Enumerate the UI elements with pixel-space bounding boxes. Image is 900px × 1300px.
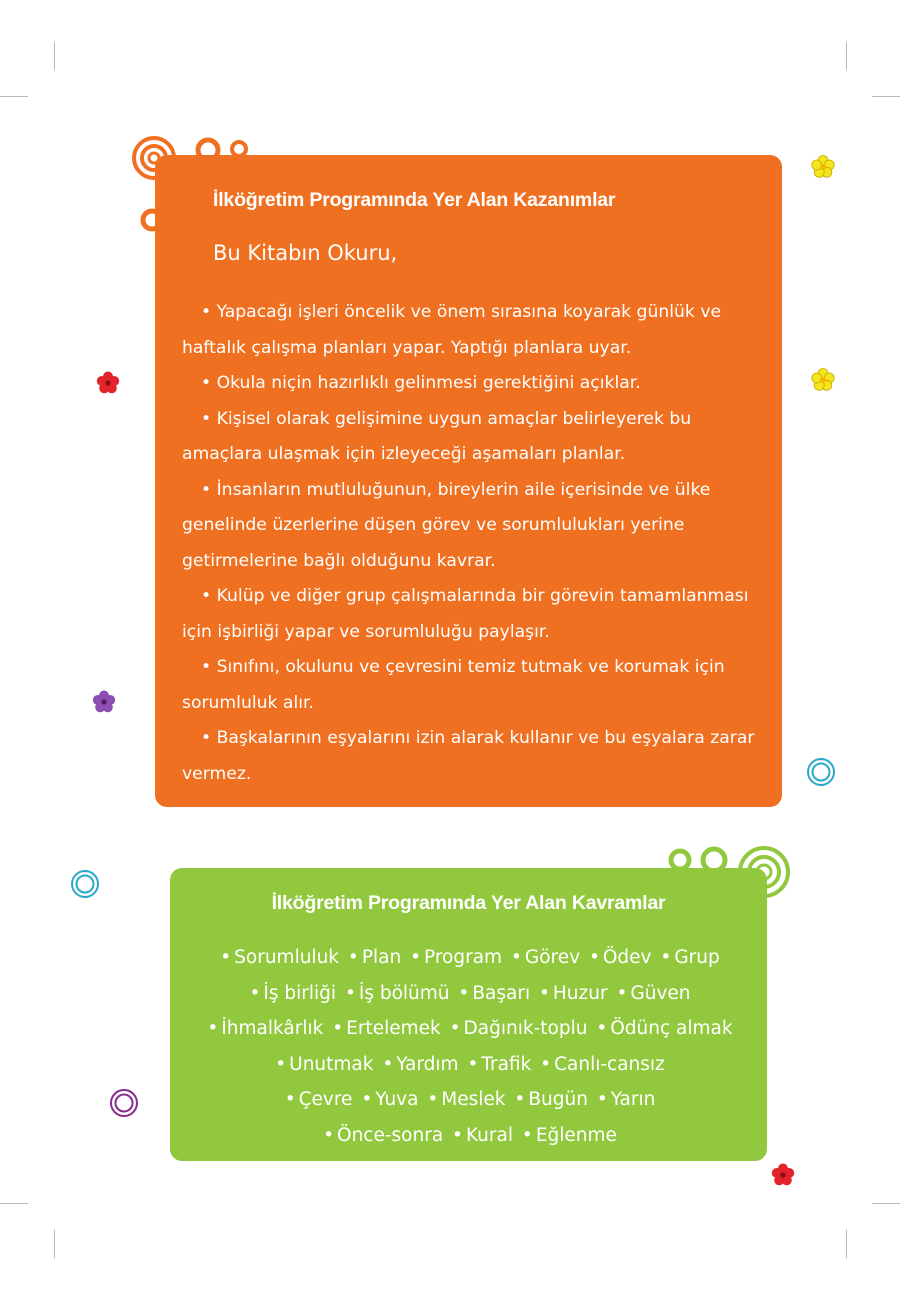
bullet-icon: • — [284, 1089, 296, 1110]
bullet-icon: • — [207, 1018, 219, 1039]
concept-item: Eğlenme — [535, 1124, 617, 1146]
bullet-icon: • — [538, 982, 550, 1004]
bullet-icon: • — [347, 947, 359, 968]
bullet-icon: • — [410, 947, 421, 968]
concept-item: İhmalkârlık — [221, 1018, 324, 1039]
concept-item: İş birliği — [263, 982, 337, 1004]
concepts-list — [170, 940, 767, 1153]
concept-item: Unutmak — [289, 1053, 374, 1075]
concept-line — [170, 940, 767, 976]
concept-item: Ödev — [602, 947, 652, 968]
crop-mark — [846, 1230, 847, 1258]
bullet-icon: • — [249, 982, 261, 1004]
bullet-icon: • — [275, 1053, 287, 1075]
bullet-icon: • — [452, 1124, 463, 1146]
concept-line — [170, 1011, 767, 1047]
outcomes-list — [182, 295, 772, 792]
outcomes-title: İlköğretim Programında Yer Alan Kazanımlar — [213, 189, 616, 211]
concept-item: Önce-sonra — [337, 1124, 444, 1146]
concept-item: İş bölümü — [358, 982, 450, 1004]
concepts-card — [170, 868, 767, 1161]
concept-item: Canlı-cansız — [554, 1053, 665, 1075]
purple-ring-icon — [108, 1087, 140, 1119]
concept-item: Dağınık-toplu — [463, 1018, 588, 1039]
bullet-icon: • — [510, 947, 522, 968]
reader-heading: Bu Kitabın Okuru, — [213, 241, 398, 265]
crop-mark — [54, 1230, 55, 1258]
bullet-icon: • — [596, 1089, 608, 1110]
bullet-icon: • — [382, 1053, 394, 1075]
bullet-icon: • — [616, 982, 628, 1004]
bullet-icon: • — [467, 1053, 479, 1075]
concept-item: Görev — [524, 947, 581, 968]
concept-line — [170, 1118, 767, 1154]
concept-item: Güven — [630, 982, 691, 1004]
purple-flower-icon — [91, 689, 117, 715]
cyan-ring-icon — [805, 756, 837, 788]
concept-item: Başarı — [472, 982, 531, 1004]
bullet-icon: • — [323, 1124, 335, 1146]
outcome-item: • Yapacağı işleri öncelik ve önem sırasına koyarak günlük ve haftalık çalışma planları yapar. Yaptığı planlara uyar. — [182, 295, 772, 366]
bullet-icon: • — [220, 947, 232, 968]
outcomes-card — [155, 155, 782, 807]
concept-item: Yardım — [396, 1053, 459, 1075]
bullet-icon: • — [458, 982, 470, 1004]
red-flower-icon — [95, 370, 121, 396]
bullet-icon: • — [427, 1089, 439, 1110]
red-flower-icon — [770, 1162, 796, 1188]
bullet-icon: • — [521, 1124, 533, 1146]
bullet-icon: • — [660, 947, 672, 968]
concept-item: Kural — [465, 1124, 513, 1146]
concept-item: Ödünç almak — [610, 1018, 733, 1039]
concept-item: Çevre — [298, 1089, 353, 1110]
concept-line — [170, 976, 767, 1012]
concept-item: Bugün — [528, 1089, 588, 1110]
concept-item: Huzur — [552, 982, 608, 1004]
concept-item: Ertelemek — [346, 1018, 441, 1039]
crop-mark — [0, 96, 28, 97]
crop-mark — [0, 1203, 28, 1204]
outcome-item: • Kulüp ve diğer grup çalışmalarında bir görevin tamamlanması için işbirliği yapar ve sorumluluğu paylaşır. — [182, 579, 772, 650]
concept-line — [170, 1047, 767, 1083]
bullet-icon: • — [588, 947, 600, 968]
concepts-title: İlköğretim Programında Yer Alan Kavramlar — [271, 892, 666, 914]
concept-item: Grup — [674, 947, 720, 968]
concept-item: Yuva — [375, 1089, 419, 1110]
bullet-icon: • — [514, 1089, 526, 1110]
concept-item: Program — [424, 947, 503, 968]
concept-line — [170, 1082, 767, 1118]
bullet-icon: • — [361, 1089, 373, 1110]
concept-item: Yarın — [610, 1089, 656, 1110]
yellow-flower-icon — [810, 367, 836, 393]
outcome-item: • Kişisel olarak gelişimine uygun amaçlar belirleyerek bu amaçlara ulaşmak için izleyeceği aşamaları planlar. — [182, 402, 772, 473]
outcome-item: • Başkalarının eşyalarını izin alarak kullanır ve bu eşyalara zarar vermez. — [182, 721, 772, 792]
concept-item: Meslek — [441, 1089, 506, 1110]
crop-mark — [54, 42, 55, 70]
outcome-item: • Okula niçin hazırlıklı gelinmesi gerektiğini açıklar. — [182, 366, 772, 402]
concept-item: Sorumluluk — [234, 947, 340, 968]
bullet-icon: • — [596, 1018, 608, 1039]
concept-item: Trafik — [481, 1053, 532, 1075]
bullet-icon: • — [449, 1018, 461, 1039]
outcome-item: • Sınıfını, okulunu ve çevresini temiz tutmak ve korumak için sorumluluk alır. — [182, 650, 772, 721]
outcome-item: • İnsanların mutluluğunun, bireylerin aile içerisinde ve ülke genelinde üzerlerine düşen görev ve sorumlulukları yerine getirmelerine bağlı olduğunu kavrar. — [182, 473, 772, 580]
crop-mark — [846, 42, 847, 70]
crop-mark — [872, 96, 900, 97]
bullet-icon: • — [344, 982, 356, 1004]
bullet-icon: • — [332, 1018, 344, 1039]
cyan-ring-icon — [69, 868, 101, 900]
yellow-flower-icon — [810, 154, 836, 180]
bullet-icon: • — [540, 1053, 552, 1075]
concept-item: Plan — [361, 947, 402, 968]
crop-mark — [872, 1203, 900, 1204]
